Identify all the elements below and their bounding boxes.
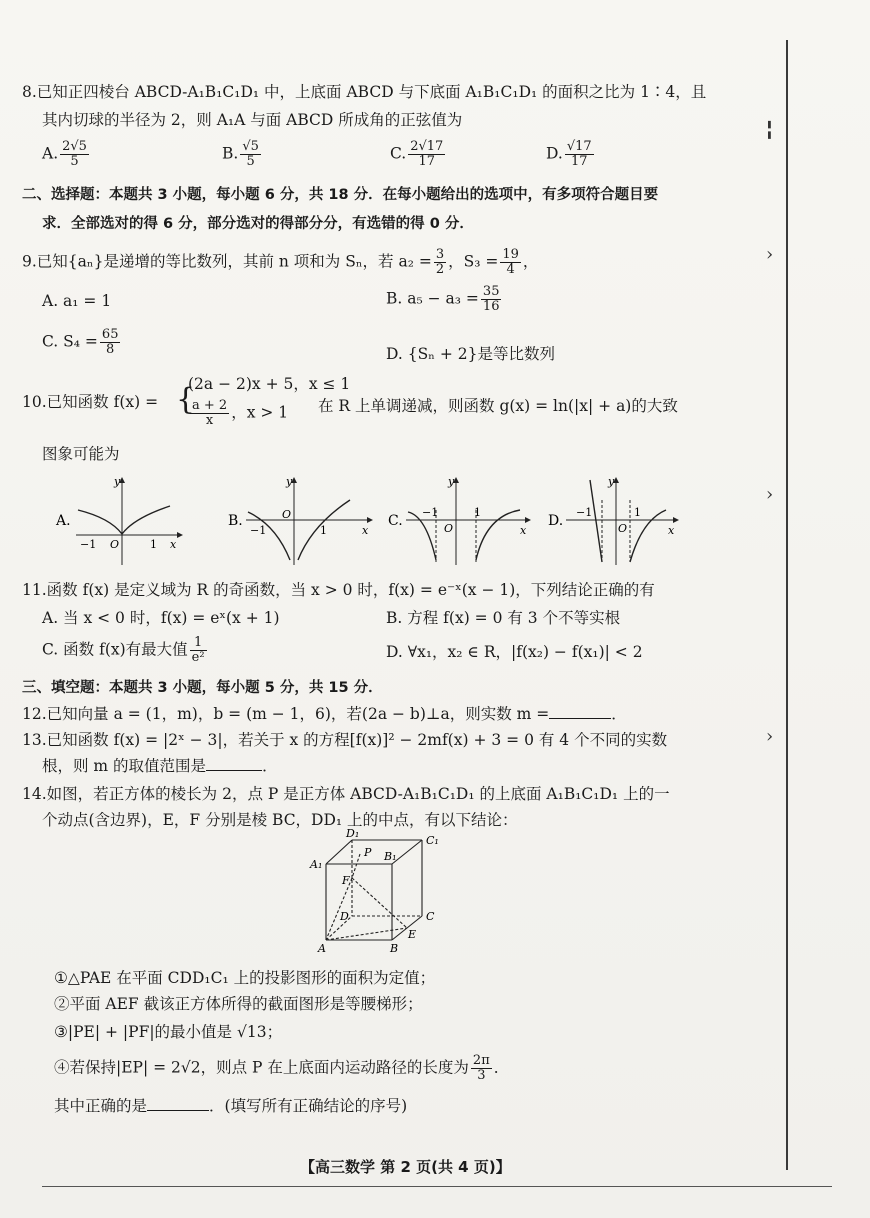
svg-text:E: E <box>408 928 417 941</box>
q14-line2: 个动点(含边界)，E，F 分别是棱 BC，DD₁ 上的中点，有以下结论： <box>42 811 518 829</box>
svg-text:A: A <box>318 942 326 955</box>
bottom-rule <box>42 1186 832 1187</box>
q10-stem-post: 在 R 上单调递减，则函数 g(x) = ln(|x| + a)的大致 <box>318 397 678 415</box>
svg-text:D.: D. <box>548 513 564 529</box>
svg-text:−1: −1 <box>250 524 267 537</box>
margin-mark: ╏ <box>764 120 775 141</box>
chevron-right-icon: › <box>766 726 774 747</box>
q8-line1: 8.已知正四棱台 ABCD-A₁B₁C₁D₁ 中，上底面 ABCD 与下底面 A₁B₁C₁D₁ 的面积之比为 1∶4，且 <box>22 83 707 101</box>
q14-line1: 14.如图，若正方体的棱长为 2，点 P 是正方体 ABCD-A₁B₁C₁D₁ 的上底面 A₁B₁C₁D₁ 上的一 <box>22 785 670 803</box>
q13-line1: 13.已知函数 f(x) = |2ˣ − 3|，若关于 x 的方程[f(x)]² − 2mf(x) + 3 = 0 有 4 个不同的实数 <box>22 731 668 749</box>
svg-text:y: y <box>114 475 121 488</box>
q9-stem: 9.已知{aₙ}是递增的等比数列，其前 n 项和为 Sₙ，若 a₂ = $\frac{3}{2}$ ，S₃ = $\frac{19}{4}$ ， <box>22 247 539 277</box>
svg-text:x: x <box>362 524 369 537</box>
graph-d <box>548 475 678 565</box>
q8-option-a: A. $\frac{2√5}{5}$ <box>42 139 87 169</box>
cube-figure <box>300 826 460 962</box>
svg-text:C₁: C₁ <box>426 834 439 847</box>
graph-a <box>55 475 182 565</box>
q14-answer-line: 其中正确的是 ．(填写所有正确结论的序号) <box>54 1097 408 1115</box>
q9-option-b: B. a₅ − a₃ = $\frac{35}{16}$ <box>386 284 500 314</box>
svg-text:D: D <box>340 910 349 923</box>
svg-text:B: B <box>390 942 399 955</box>
q11-option-d: D. ∀x₁，x₂ ∈ R，|f(x₂) − f(x₁)| < 2 <box>386 643 643 661</box>
svg-text:y: y <box>448 475 455 488</box>
q10-line2: 图象可能为 <box>42 445 120 463</box>
svg-text:C: C <box>426 910 435 923</box>
q9-option-a: A. a₁ = 1 <box>42 292 112 310</box>
svg-text:y: y <box>608 475 615 488</box>
chevron-right-icon: › <box>766 484 774 505</box>
svg-text:O: O <box>282 508 292 521</box>
q14-statement-2: ②平面 AEF 截该正方体所得的截面图形是等腰梯形； <box>54 995 423 1013</box>
svg-text:y: y <box>286 475 293 488</box>
q11-stem: 11.函数 f(x) 是定义域为 R 的奇函数，当 x > 0 时，f(x) = e⁻ˣ(x − 1)，下列结论正确的有 <box>22 581 655 599</box>
svg-text:−1: −1 <box>80 538 97 551</box>
svg-text:O: O <box>110 538 120 551</box>
svg-text:−1: −1 <box>422 506 439 519</box>
svg-text:D₁: D₁ <box>346 827 360 840</box>
q10-stem-pre: 10.已知函数 f(x) = <box>22 393 159 411</box>
svg-text:1: 1 <box>634 506 641 519</box>
svg-text:x: x <box>170 538 177 551</box>
svg-text:O: O <box>618 522 628 535</box>
q14-statement-3: ③|PE| + |PF|的最小值是 √13； <box>54 1023 283 1041</box>
q10-case2: $\frac{a + 2}{x}$ ，x > 1 <box>192 398 289 428</box>
page-footer: 【高三数学 第 2 页(共 4 页)】 <box>300 1158 511 1176</box>
svg-text:x: x <box>520 524 527 537</box>
q10-case1: (2a − 2)x + 5，x ≤ 1 <box>188 375 351 393</box>
q10-graphs <box>50 470 690 570</box>
section2-heading: 二、选择题：本题共 3 小题，每小题 6 分，共 18 分．在每小题给出的选项中，有多项符合题目要 <box>22 187 659 203</box>
svg-text:F: F <box>342 874 350 887</box>
q14-statement-4: ④若保持|EP| = 2√2，则点 P 在上底面内运动路径的长度为 $\frac{2\pi}{3}$ ． <box>54 1053 510 1083</box>
section2-heading-cont: 求．全部选对的得 6 分，部分选对的得部分分，有选错的得 0 分． <box>42 216 474 232</box>
q11-option-a: A. 当 x < 0 时，f(x) = eˣ(x + 1) <box>42 609 280 627</box>
q11-option-c: C. 函数 f(x)有最大值 $\frac{1}{\text{e²}}$ <box>42 635 205 665</box>
q8-option-d: D. $\frac{√17}{17}$ <box>546 139 592 169</box>
graph-c <box>388 475 530 565</box>
svg-text:A₁: A₁ <box>310 858 323 871</box>
q9-option-d: D. {Sₙ + 2}是等比数列 <box>386 345 555 363</box>
svg-text:A.: A. <box>56 513 71 529</box>
q14-statement-1: ①△PAE 在平面 CDD₁C₁ 上的投影图形的面积为定值； <box>54 969 436 987</box>
svg-text:x: x <box>668 524 675 537</box>
svg-text:B.: B. <box>228 513 243 529</box>
q9-option-c: C. S₄ = $\frac{65}{8}$ <box>42 327 119 357</box>
svg-text:P: P <box>364 846 372 859</box>
q13-line2: 根，则 m 的取值范围是 ． <box>42 757 278 775</box>
svg-text:−1: −1 <box>576 506 593 519</box>
q12-stem: 12.已知向量 a = (1，m)，b = (m − 1，6)，若(2a − b)⊥a，则实数 m = ． <box>22 705 627 723</box>
svg-text:C.: C. <box>388 513 403 529</box>
q10-brace: { <box>176 382 196 417</box>
svg-text:1: 1 <box>320 524 327 537</box>
q11-option-b: B. 方程 f(x) = 0 有 3 个不等实根 <box>386 609 621 627</box>
chevron-right-icon: › <box>766 244 774 265</box>
q8-line2: 其内切球的半径为 2，则 A₁A 与面 ABCD 所成角的正弦值为 <box>42 111 463 129</box>
q12-answer-blank[interactable] <box>549 718 611 719</box>
svg-text:1: 1 <box>474 506 481 519</box>
q8-option-c: C. $\frac{2√17}{17}$ <box>390 139 444 169</box>
svg-text:1: 1 <box>150 538 157 551</box>
margin-rule <box>786 40 788 1170</box>
graph-b <box>228 475 372 565</box>
q13-answer-blank[interactable] <box>206 770 262 771</box>
section3-heading: 三、填空题：本题共 3 小题，每小题 5 分，共 15 分． <box>22 680 383 696</box>
svg-text:B₁: B₁ <box>384 850 397 863</box>
svg-text:O: O <box>444 522 454 535</box>
q14-answer-blank[interactable] <box>147 1110 209 1111</box>
q8-option-b: B. $\frac{√5}{5}$ <box>222 139 259 169</box>
